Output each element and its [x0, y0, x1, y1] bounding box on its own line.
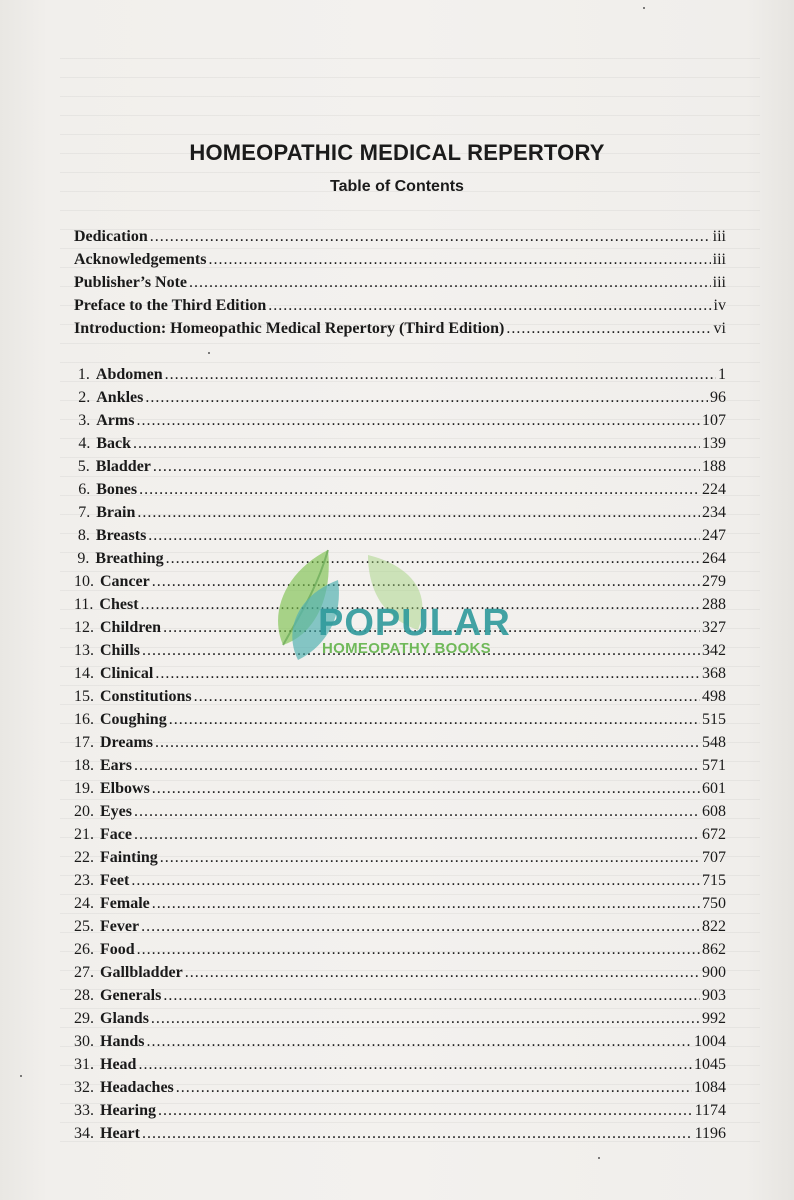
toc-entry-page: 548 [702, 734, 726, 751]
toc-entry-label: Elbows [100, 780, 150, 797]
dot-leader [131, 872, 700, 890]
toc-entry [74, 688, 726, 711]
toc-entry-number: 31. [74, 1056, 94, 1073]
toc-entry [74, 849, 726, 872]
toc-entry-number: 20. [74, 803, 94, 820]
dot-leader [145, 389, 708, 407]
toc-entry-page: 707 [702, 849, 726, 866]
toc-entry-label: Publisher’s Note [74, 274, 188, 291]
toc-entry-label: Breathing [95, 550, 164, 567]
toc-entry-number: 5. [77, 458, 90, 475]
dot-leader [134, 803, 700, 821]
toc-entry-label: Food [100, 941, 135, 958]
toc-entry-number: 32. [74, 1079, 94, 1096]
toc-entry-number: 10. [74, 573, 94, 590]
toc-entry [74, 711, 726, 734]
toc-entry-number: 27. [74, 964, 94, 981]
toc-entry-page: 368 [702, 665, 726, 682]
toc-entry-label: Cancer [100, 573, 150, 590]
toc-entry-page: 608 [702, 803, 726, 820]
toc-entry-page: 1045 [694, 1056, 726, 1073]
dot-leader [134, 826, 700, 844]
toc-entry-label: Female [100, 895, 150, 912]
front-matter-list [74, 228, 726, 343]
toc-entry [74, 1079, 726, 1102]
toc-entry-page: 188 [702, 458, 726, 475]
toc-entry-page: 107 [702, 412, 726, 429]
toc-entry-page: 247 [702, 527, 726, 544]
toc-entry-label: Bladder [95, 458, 151, 475]
dot-leader [155, 734, 700, 752]
toc-entry [74, 1033, 726, 1056]
toc-entry [74, 228, 726, 251]
toc-entry-page: 1174 [694, 1102, 726, 1119]
dot-leader [194, 688, 700, 706]
toc-entry [74, 1125, 726, 1148]
toc-entry [74, 895, 726, 918]
dot-leader [137, 941, 700, 959]
toc-entry [74, 918, 726, 941]
toc-entry-page: iii [712, 228, 726, 245]
toc-entry-label: Abdomen [95, 366, 163, 383]
toc-entry-number: 22. [74, 849, 94, 866]
toc-entry-number: 4. [78, 435, 91, 452]
toc-entry-number: 12. [74, 619, 94, 636]
toc-entry-label: Heart [100, 1125, 140, 1142]
toc-entry [74, 941, 726, 964]
toc-entry-number: 33. [74, 1102, 94, 1119]
toc-entry-number: 9. [77, 550, 90, 567]
toc-entry-page: 498 [702, 688, 726, 705]
toc-entry-label: Brain [96, 504, 136, 521]
paper-speck [20, 1075, 22, 1077]
toc-entry [74, 435, 726, 458]
toc-entry-label: Eyes [100, 803, 132, 820]
toc-entry [74, 1102, 726, 1125]
toc-entry [74, 757, 726, 780]
toc-entry-label: Preface to the Third Edition [74, 297, 267, 314]
toc-entry-number: 13. [74, 642, 94, 659]
toc-entry-number: 19. [74, 780, 94, 797]
toc-entry-label: Arms [96, 412, 135, 429]
toc-entry-label: Fever [100, 918, 140, 935]
toc-entry-label: Chest [99, 596, 139, 613]
toc-entry-page: 139 [702, 435, 726, 452]
paper-speck [208, 352, 210, 354]
toc-entry-page: vi [713, 320, 726, 337]
toc-entry-label: Dreams [100, 734, 154, 751]
toc-entry-page: 822 [702, 918, 726, 935]
toc-entry-number: 30. [74, 1033, 94, 1050]
dot-leader [150, 228, 711, 246]
toc-entry [74, 412, 726, 435]
toc-entry [74, 504, 726, 527]
toc-entry-page: 715 [702, 872, 726, 889]
toc-entry-page: 234 [702, 504, 726, 521]
dot-leader [169, 711, 700, 729]
watermark-tagline: HOMEOPATHY BOOKS [322, 640, 491, 657]
toc-entry-page: 862 [702, 941, 726, 958]
dot-leader [153, 458, 700, 476]
toc-entry-number: 11. [74, 596, 94, 613]
toc-entry [74, 987, 726, 1010]
toc-entry-label: Chills [100, 642, 141, 659]
toc-entry [74, 780, 726, 803]
toc-entry-page: iv [713, 297, 726, 314]
dot-leader [152, 895, 700, 913]
toc-entry-page: 1004 [694, 1033, 726, 1050]
toc-entry-label: Coughing [100, 711, 167, 728]
toc-entry-number: 16. [74, 711, 94, 728]
toc-entry-number: 26. [74, 941, 94, 958]
toc-entry-label: Generals [100, 987, 162, 1004]
toc-entry-page: 327 [702, 619, 726, 636]
paper-speck [598, 1157, 600, 1159]
dot-leader [152, 780, 700, 798]
toc-entry-page: 601 [702, 780, 726, 797]
toc-entry-number: 2. [78, 389, 91, 406]
toc-entry [74, 803, 726, 826]
toc-entry-number: 29. [74, 1010, 94, 1027]
toc-entry-label: Head [100, 1056, 137, 1073]
toc-entry-label: Headaches [100, 1079, 174, 1096]
toc-entry-label: Breasts [95, 527, 147, 544]
toc-entry [74, 320, 726, 343]
dot-leader [268, 297, 711, 315]
toc-entry-page: 224 [702, 481, 726, 498]
dot-leader [158, 1102, 693, 1120]
dot-leader [185, 964, 700, 982]
dot-leader [165, 366, 716, 384]
toc-entry-page: 96 [710, 389, 726, 406]
toc-entry-page: 750 [702, 895, 726, 912]
dot-leader [137, 504, 700, 522]
toc-entry-page: 264 [702, 550, 726, 567]
toc-entry [74, 389, 726, 412]
toc-entry-page: 279 [702, 573, 726, 590]
toc-entry-label: Fainting [100, 849, 158, 866]
dot-leader [160, 849, 700, 867]
toc-entry-number: 15. [74, 688, 94, 705]
toc-entry-page: 992 [702, 1010, 726, 1027]
dot-leader [189, 274, 711, 292]
toc-entry-page: 900 [702, 964, 726, 981]
toc-entry-label: Face [100, 826, 132, 843]
toc-entry-label: Bones [96, 481, 138, 498]
toc-entry-label: Hearing [100, 1102, 156, 1119]
toc-entry-label: Ankles [96, 389, 144, 406]
toc-entry-label: Clinical [100, 665, 154, 682]
toc-entry-label: Glands [100, 1010, 149, 1027]
toc-entry-number: 25. [74, 918, 94, 935]
toc-entry-page: 515 [702, 711, 726, 728]
toc-entry-number: 34. [74, 1125, 94, 1142]
dot-leader [142, 1125, 693, 1143]
watermark-name: POPULAR [318, 602, 511, 644]
toc-entry-label: Feet [100, 872, 130, 889]
toc-entry [74, 734, 726, 757]
dot-leader [176, 1079, 692, 1097]
toc-entry [74, 1010, 726, 1033]
toc-entry-label: Back [96, 435, 132, 452]
toc-entry-number: 17. [74, 734, 94, 751]
toc-entry-label: Ears [100, 757, 132, 774]
toc-entry-number: 7. [78, 504, 91, 521]
page-subtitle: Table of Contents [330, 178, 464, 195]
toc-entry-number: 18. [74, 757, 94, 774]
toc-entry-number: 3. [78, 412, 91, 429]
dot-leader [146, 1033, 692, 1051]
dot-leader [133, 435, 700, 453]
toc-entry-page: 672 [702, 826, 726, 843]
toc-entry-label: Introduction: Homeopathic Medical Repertory (Third Edition) [74, 320, 505, 337]
toc-entry-label: Children [100, 619, 162, 636]
toc-entry-page: 571 [702, 757, 726, 774]
toc-entry-page: 1084 [694, 1079, 726, 1096]
dot-leader [136, 412, 700, 430]
chapter-list [74, 366, 726, 1148]
toc-entry-number: 23. [74, 872, 94, 889]
toc-entry-number: 8. [77, 527, 90, 544]
toc-entry-page: 1196 [694, 1125, 726, 1142]
toc-entry-label: Dedication [74, 228, 148, 245]
dot-leader [208, 251, 710, 269]
dot-leader [151, 1010, 700, 1028]
page-title: HOMEOPATHIC MEDICAL REPERTORY [189, 140, 605, 165]
toc-entry-page: iii [712, 251, 726, 268]
toc-entry [74, 251, 726, 274]
toc-entry-label: Hands [100, 1033, 145, 1050]
toc-entry [74, 1056, 726, 1079]
toc-entry-number: 6. [78, 481, 91, 498]
toc-entry-page: iii [712, 274, 726, 291]
dot-leader [141, 918, 700, 936]
dot-leader [134, 757, 700, 775]
toc-entry [74, 872, 726, 895]
dot-leader [163, 987, 700, 1005]
toc-entry [74, 826, 726, 849]
toc-entry-page: 288 [702, 596, 726, 613]
dot-leader [139, 481, 700, 499]
toc-entry-label: Acknowledgements [74, 251, 207, 268]
toc-entry-number: 14. [74, 665, 94, 682]
toc-entry [74, 366, 726, 389]
toc-entry-page: 1 [718, 366, 726, 383]
toc-entry-label: Constitutions [100, 688, 192, 705]
toc-entry [74, 481, 726, 504]
toc-entry-page: 903 [702, 987, 726, 1004]
toc-entry [74, 297, 726, 320]
toc-entry-label: Gallbladder [100, 964, 183, 981]
dot-leader [506, 320, 711, 338]
toc-entry-number: 24. [74, 895, 94, 912]
toc-entry [74, 964, 726, 987]
toc-entry-number: 1. [77, 366, 90, 383]
paper-speck [643, 7, 645, 9]
toc-entry [74, 458, 726, 481]
toc-entry-number: 21. [74, 826, 94, 843]
toc-entry-number: 28. [74, 987, 94, 1004]
dot-leader [138, 1056, 692, 1074]
toc-entry [74, 274, 726, 297]
toc-entry-page: 342 [702, 642, 726, 659]
